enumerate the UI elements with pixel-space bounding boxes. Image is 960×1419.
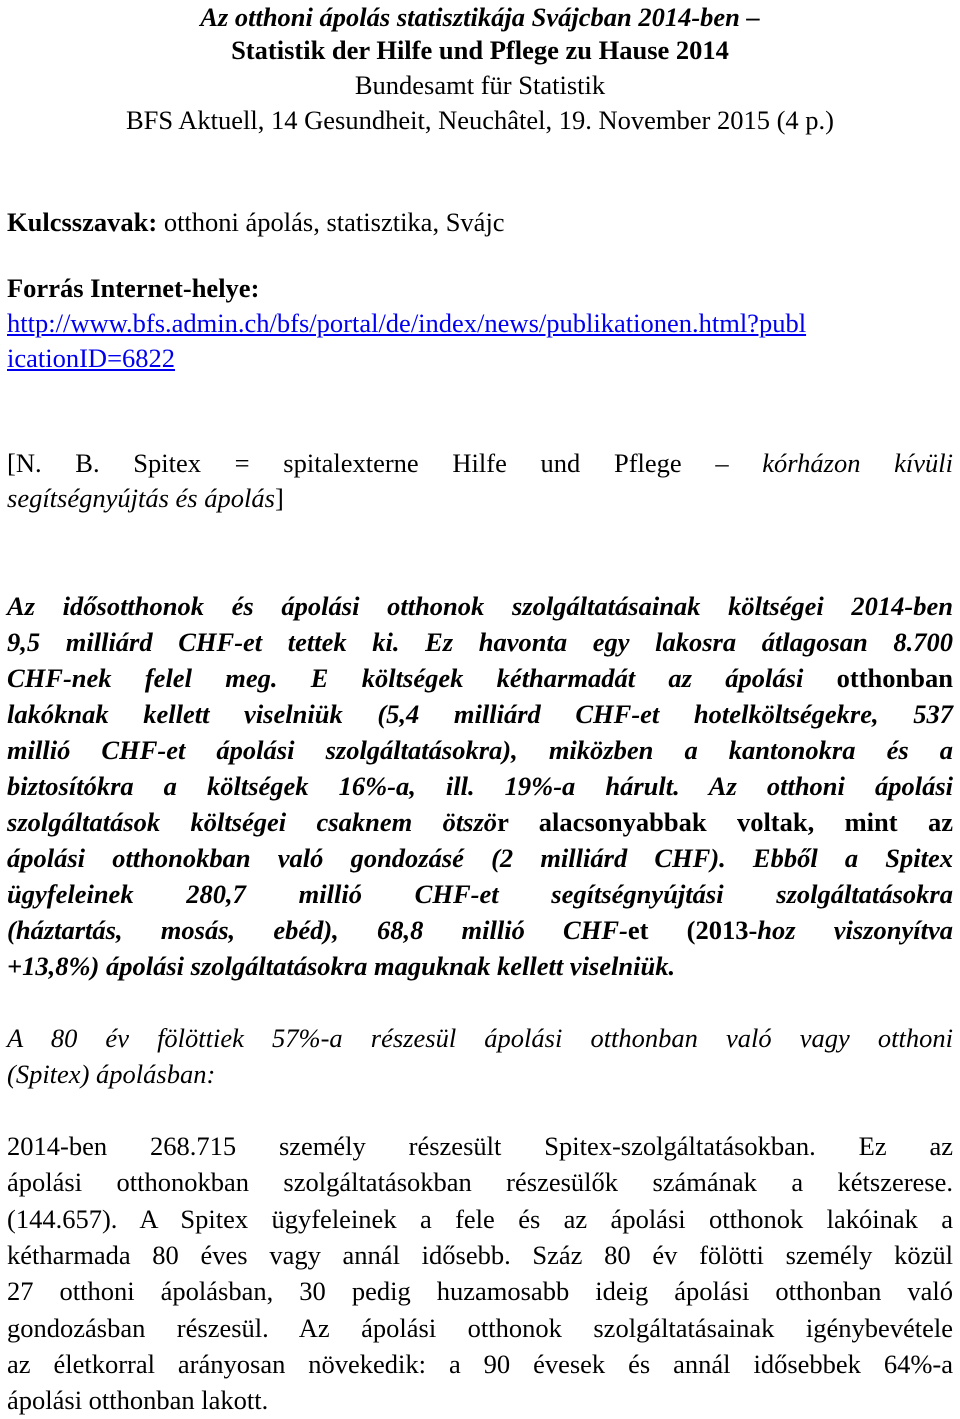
cost-paragraph-line — [7, 661, 953, 695]
text-segment: +13,8%) ápolási szolgáltatásokra maguknak kellett viselniük. — [7, 951, 676, 981]
note-normal-2: ] — [274, 483, 284, 513]
keywords-value: otthoni ápolás, statisztika, Svájc — [157, 207, 505, 237]
note-italic-2: segítségnyújtás és ápolás — [7, 483, 275, 513]
text-segment: millió CHF-et ápolási szolgáltatásokra), miközben a kantonokra és a — [7, 735, 953, 765]
text-segment: szolgáltatások költségei csaknem ötszö — [7, 807, 498, 837]
title-hungarian: Az otthoni ápolás statisztikája Svájcban 2014-ben – — [200, 2, 760, 32]
note-italic-1: kórházon kívüli — [762, 448, 953, 478]
section2-heading-line2: (Spitex) ápolásban: — [7, 1059, 216, 1089]
source-url-link-part1[interactable]: http://www.bfs.admin.ch/bfs/portal/de/index/news/publikationen.html?publ — [7, 308, 807, 338]
text-segment: (háztartás, mosás, ebéd), 68,8 millió CHF- — [7, 915, 628, 945]
text-segment: otthonban — [836, 663, 953, 693]
section2-heading-line1: A 80 év fölöttiek 57%-a részesül ápolási otthonban való vagy otthoni — [7, 1023, 953, 1053]
title-german: Statistik der Hilfe und Pflege zu Hause 2014 — [231, 35, 729, 65]
source-url-link-part2[interactable]: icationID=6822 — [7, 343, 176, 373]
source-url-line1[interactable] — [7, 306, 953, 340]
text-segment: lakóknak kellett viselniük (5,4 milliárd CHF-et hotelköltségekre, 537 — [7, 699, 953, 729]
source-url-line2[interactable] — [7, 341, 953, 375]
text-segment: hoz viszonyítva — [757, 915, 953, 945]
cost-paragraph-line — [7, 769, 953, 803]
text-segment: et (2013- — [627, 915, 758, 945]
cost-paragraph-line — [7, 733, 953, 767]
cost-paragraph-line — [7, 841, 953, 875]
keywords-line — [7, 205, 953, 239]
recipients-paragraph-line: az életkorral arányosan növekedik: a 90 évesek és annál idősebbek 64%-a — [7, 1349, 953, 1379]
recipients-paragraph-line: gondozásban részesül. Az ápolási otthonok szolgáltatásainak igénybevétele — [7, 1313, 953, 1343]
cost-paragraph-line — [7, 697, 953, 731]
cost-paragraph-line — [7, 877, 953, 911]
cost-paragraph-line — [7, 625, 953, 659]
text-segment: ápolási otthonokban való gondozásé (2 milliárd CHF). Ebből a Spitex — [7, 843, 953, 873]
recipients-paragraph-line: kétharmada 80 éves vagy annál idősebb. Száz 80 év fölötti személy közül — [7, 1240, 953, 1270]
text-segment: 9,5 milliárd CHF-et tettek ki. Ez havonta egy lakosra átlagosan 8.700 — [7, 627, 953, 657]
text-segment: CHF-nek felel meg. E költségek kétharmadát az ápolási — [7, 663, 837, 693]
cost-paragraph-line — [7, 913, 953, 947]
note-line-2 — [7, 481, 953, 515]
recipients-paragraph-line: ápolási otthonokban szolgáltatásokban részesülők számának a kétszerese. — [7, 1167, 953, 1197]
text-segment: r alacsonyabbak voltak, mint az — [497, 807, 953, 837]
cost-paragraph-line — [7, 805, 953, 839]
text-segment: ügyfeleinek 280,7 millió CHF-et segítségnyújtási szolgáltatásokra — [7, 879, 953, 909]
note-normal-1: [N. B. Spitex = spitalexterne Hilfe und Pflege – — [7, 448, 763, 478]
recipients-paragraph-line: ápolási otthonban lakott. — [7, 1385, 269, 1415]
cost-paragraph-line — [7, 589, 953, 623]
cost-paragraph-line — [7, 949, 953, 983]
recipients-paragraph-line: (144.657). A Spitex ügyfeleinek a fele és az ápolási otthonok lakóinak a — [7, 1204, 953, 1234]
source-line: BFS Aktuell, 14 Gesundheit, Neuchâtel, 19. November 2015 (4 p.) — [125, 105, 835, 135]
text-segment: biztosítókra a költségek 16%-a, ill. 19%-a hárult. Az otthoni ápolási — [7, 771, 953, 801]
source-label: Forrás Internet-helye: — [7, 273, 260, 303]
recipients-paragraph-line: 2014-ben 268.715 személy részesült Spitex-szolgáltatásokban. Ez az — [7, 1131, 953, 1161]
note-line-1 — [7, 446, 953, 480]
text-segment: Az idősotthonok és ápolási otthonok szolgáltatásainak költségei 2014-ben — [7, 591, 953, 621]
publisher: Bundesamt für Statistik — [354, 70, 606, 100]
recipients-paragraph-line: 27 otthoni ápolásban, 30 pedig huzamosabb ideig ápolási otthonban való — [7, 1276, 953, 1306]
keywords-label: Kulcsszavak: — [7, 207, 158, 237]
